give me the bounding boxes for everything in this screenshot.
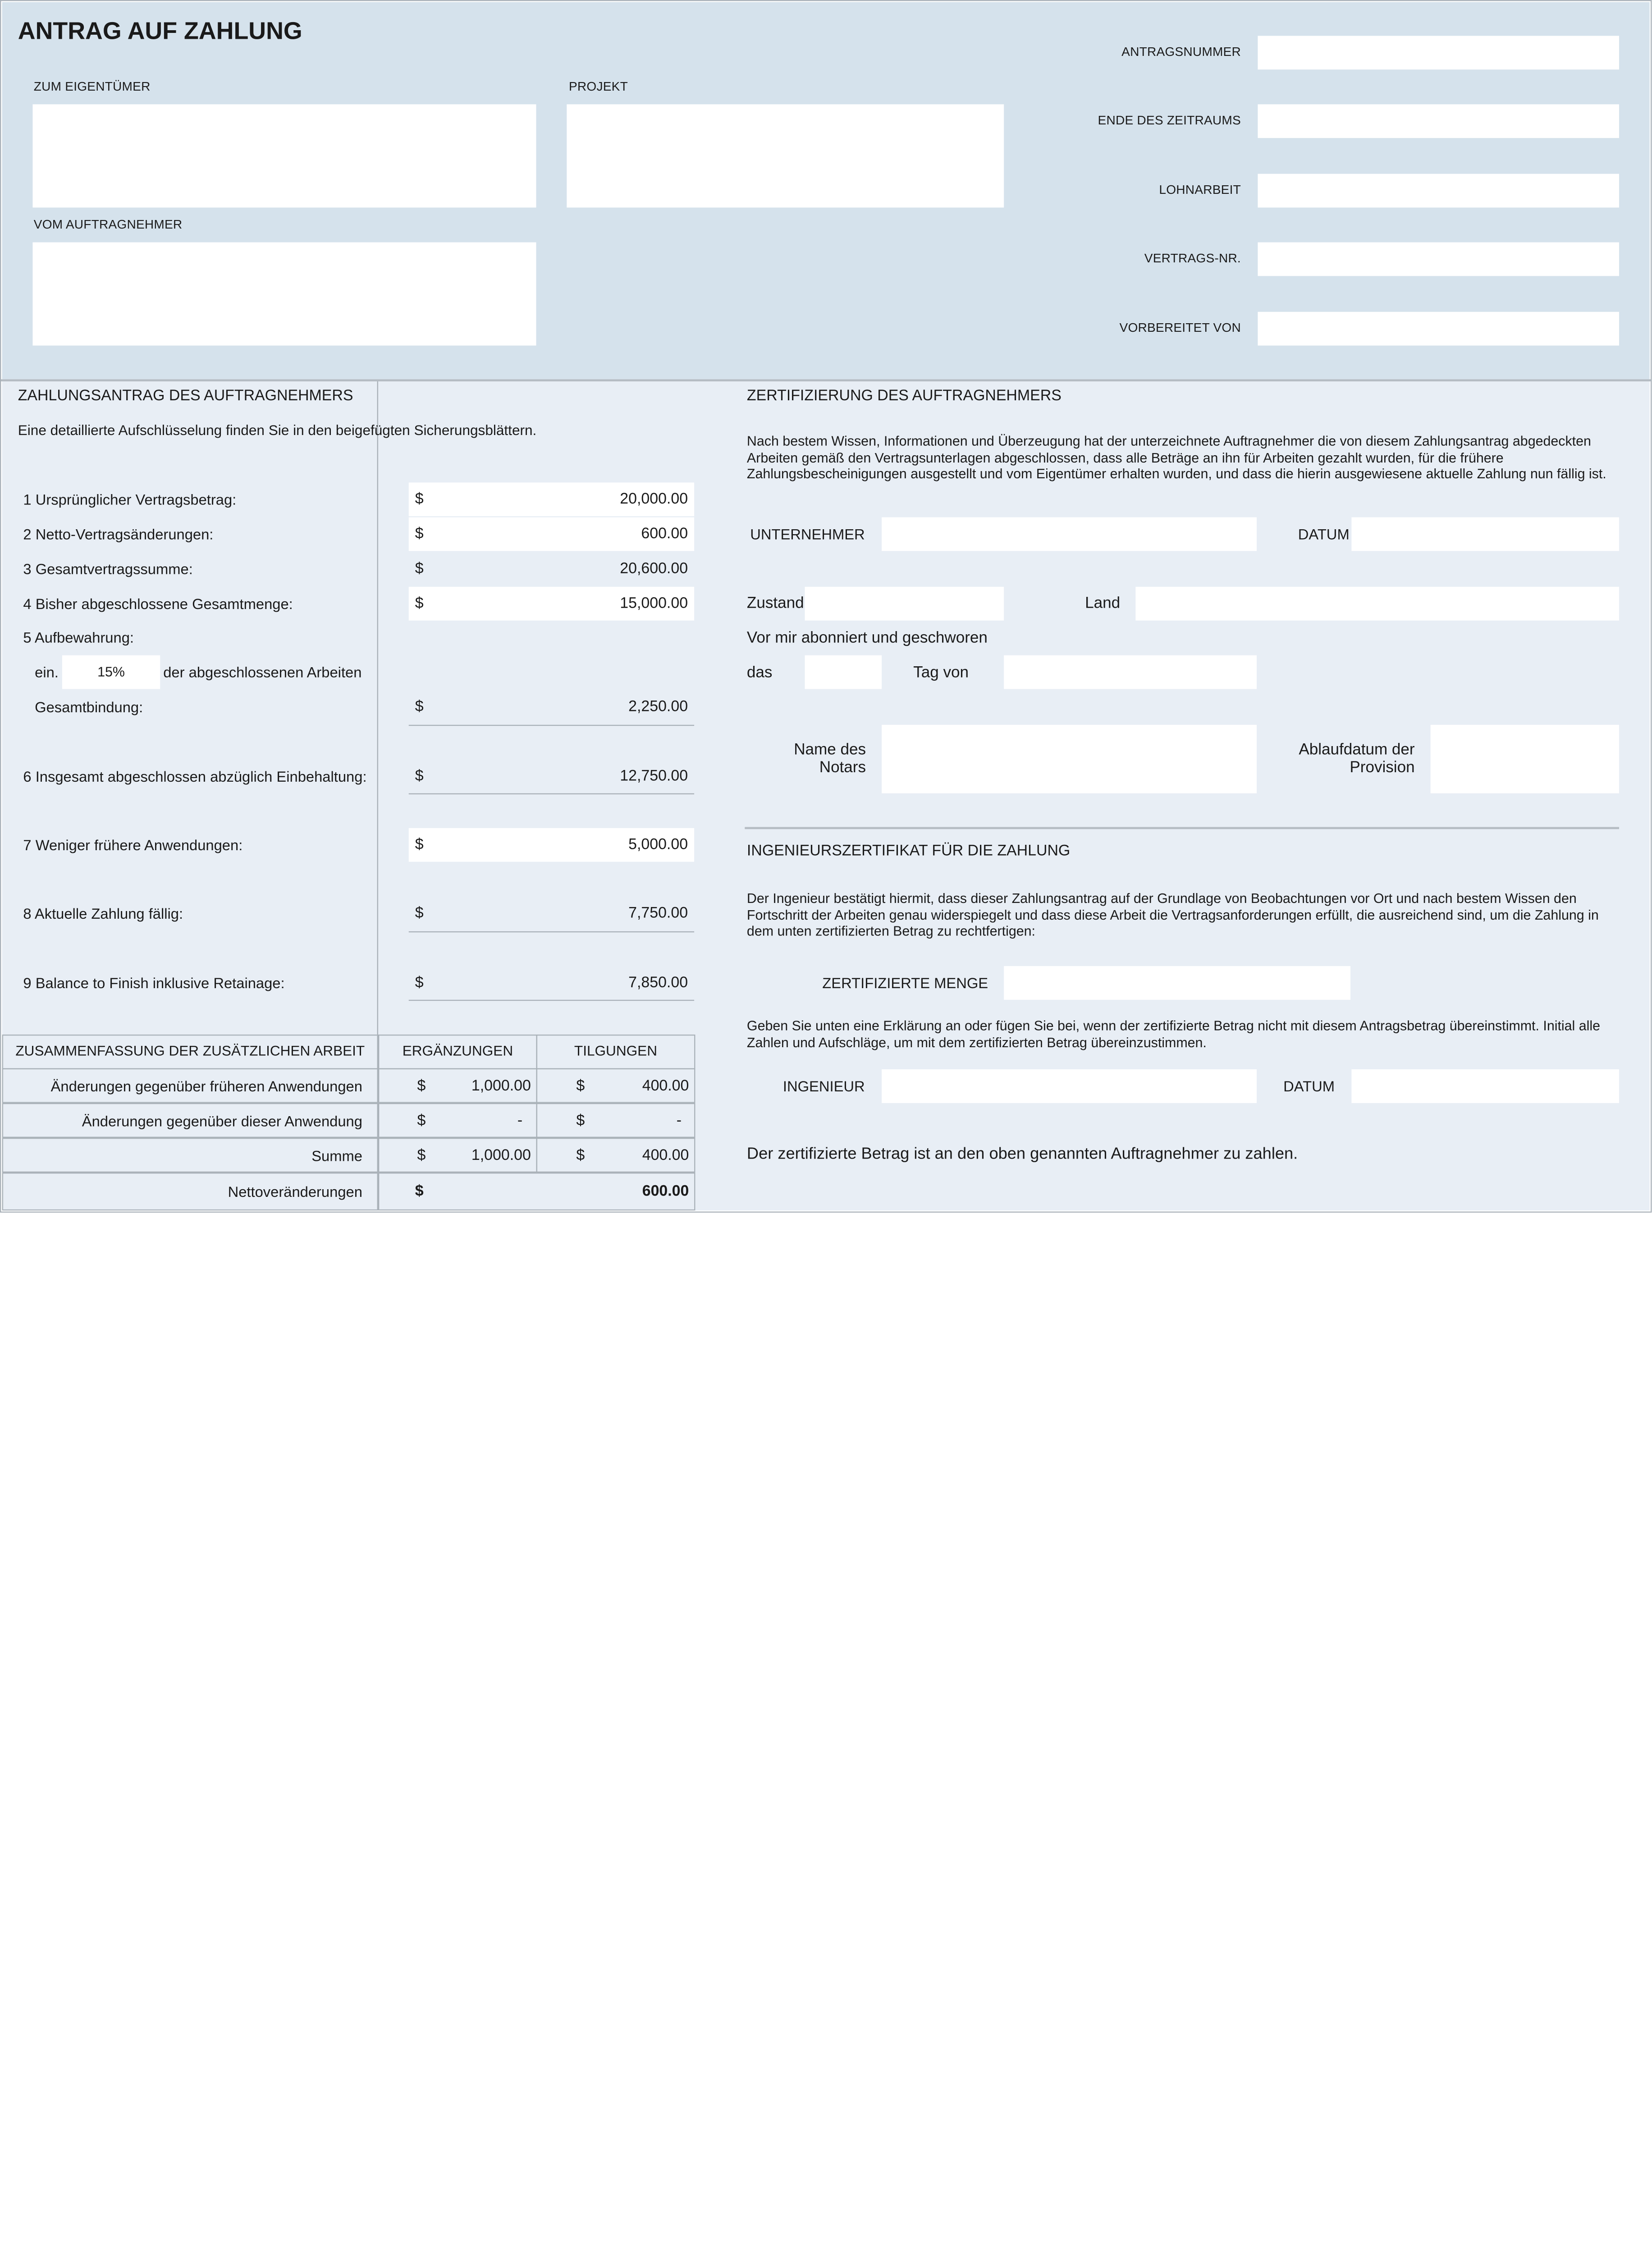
contractor-signature-field[interactable]: [882, 517, 1257, 551]
summary-row-2-add: -: [517, 1112, 523, 1130]
retention-total-value: 2,250.00: [628, 698, 688, 715]
contractor-label: UNTERNEHMER: [750, 526, 865, 543]
country-label: Land: [1085, 594, 1121, 612]
engineer-title: INGENIEURSZERTIFIKAT FÜR DIE ZAHLUNG: [746, 843, 1071, 860]
wage-work-label: LOHNARBEIT: [1159, 182, 1241, 197]
engineer-text: Der Ingenieur bestätigt hiermit, dass dieser Zahlungsantrag auf der Grundlage von Beobachtungen vor Ort und nach bestem Wissen den Fortschritt der Arbeiten genau widerspiegelt und dass diese Arbeit die Vertragsanforderungen erfüllt, die ausreichend sind, um die Zahlung in dem unten zertifizierten Betrag zu rechtfertigen:: [746, 890, 1599, 939]
summary-row-1-add: 1,000.00: [471, 1077, 531, 1095]
currency-symbol: $: [576, 1112, 585, 1130]
underline: [409, 1000, 694, 1001]
currency-symbol: $: [576, 1077, 585, 1095]
section-divider: [745, 827, 1619, 829]
payment-section-title: ZAHLUNGSANTRAG DES AUFTRAGNEHMERS: [18, 388, 353, 405]
certification-text: Nach bestem Wissen, Informationen und Überzeugung hat der unterzeichnete Auftragnehmer die von diesem Zahlungsantrag abgedeckten Arbeiten gemäß den Vertragsunterlagen abgeschlossen, dass alle Beträge an ihn für Arbeiten gezahlt wurden, für die frühere Zahlungsbescheinigungen ausgestellt und vom Eigentümer erhalten wurden, und dass die hierin ausgewiesene aktuelle Zahlung nun fällig ist.: [746, 433, 1606, 482]
engineer-note: Geben Sie unten eine Erklärung an oder fügen Sie bei, wenn der zertifizierte Betrag nicht mit diesem Antragsbetrag übereinstimmt. Initial alle Zahlen und Aufschläge, um mit dem zertifizierten Betrag übereinzustimmen.: [746, 1017, 1601, 1050]
net-changes-value: 600.00: [642, 1183, 689, 1200]
contractor-date-field[interactable]: [1351, 517, 1619, 551]
underline: [409, 793, 694, 794]
month-year-field[interactable]: [1004, 655, 1257, 689]
line-2-label: 2 Netto-Vertragsänderungen:: [23, 526, 214, 543]
line-1-value: 20,000.00: [620, 491, 688, 508]
currency-symbol: $: [415, 768, 424, 785]
this-label: das: [746, 664, 773, 682]
net-changes-label: Nettoveränderungen: [228, 1183, 362, 1200]
notary-label: Name des Notars: [794, 740, 866, 777]
currency-symbol: $: [415, 905, 424, 922]
engineer-date-field[interactable]: [1351, 1069, 1619, 1103]
engineer-label: INGENIEUR: [783, 1077, 865, 1095]
summary-row-2-ded: -: [676, 1112, 682, 1130]
currency-symbol: $: [417, 1112, 426, 1130]
line-2-value: 600.00: [641, 526, 688, 543]
line-6-label: 6 Insgesamt abgeschlossen abzüglich Einbehaltung:: [23, 768, 367, 785]
summary-row-3-add: 1,000.00: [471, 1147, 531, 1164]
payment-subtitle: Eine detaillierte Aufschlüsselung finden Sie in den beigefügten Sicherungsblättern.: [18, 422, 537, 439]
summary-row-3-label: Summe: [311, 1147, 362, 1164]
day-of-label: Tag von: [913, 664, 969, 682]
retention-percent: 15%: [97, 664, 125, 680]
notary-field[interactable]: [882, 725, 1257, 793]
currency-symbol: $: [415, 698, 424, 715]
line-9-value: 7,850.00: [628, 974, 688, 992]
line-3-label: 3 Gesamtvertragssumme:: [23, 560, 193, 577]
currency-symbol: $: [415, 491, 424, 508]
commission-label: Ablaufdatum der Provision: [1299, 740, 1415, 777]
country-field[interactable]: [1135, 587, 1619, 621]
contract-no-label: VERTRAGS-NR.: [1144, 251, 1241, 266]
period-end-label: ENDE DES ZEITRAUMS: [1098, 113, 1241, 128]
state-field[interactable]: [805, 587, 1004, 621]
underline: [409, 725, 694, 726]
retention-suffix: der abgeschlossenen Arbeiten: [163, 664, 362, 681]
state-label: Zustand: [746, 594, 804, 612]
underline: [409, 931, 694, 932]
engineer-signature-field[interactable]: [882, 1069, 1257, 1103]
currency-symbol: $: [417, 1147, 426, 1164]
summary-row-2-label: Änderungen gegenüber dieser Anwendung: [82, 1112, 362, 1130]
line-9-label: 9 Balance to Finish inklusive Retainage:: [23, 974, 285, 992]
currency-symbol: $: [415, 560, 424, 577]
prepared-by-label: VORBEREITET VON: [1119, 320, 1241, 335]
line-8-label: 8 Aktuelle Zahlung fällig:: [23, 905, 183, 922]
sworn-label: Vor mir abonniert und geschworen: [746, 629, 988, 647]
summary-title: ZUSAMMENFASSUNG DER ZUSÄTZLICHEN ARBEIT: [15, 1043, 365, 1059]
retention-prefix: ein.: [35, 664, 59, 681]
currency-symbol: $: [415, 595, 424, 612]
line-7-value: 5,000.00: [628, 836, 688, 853]
line-1-label: 1 Ursprünglicher Vertragsbetrag:: [23, 491, 237, 508]
page-title: ANTRAG AUF ZAHLUNG: [18, 17, 302, 45]
from-contractor-label: VOM AUFTRAGNEHMER: [33, 217, 183, 232]
line-6-value: 12,750.00: [620, 768, 688, 785]
commission-field[interactable]: [1431, 725, 1619, 793]
certification-title: ZERTIFIZIERUNG DES AUFTRAGNEHMERS: [746, 388, 1062, 405]
currency-symbol: $: [415, 974, 424, 992]
summary-row-1-label: Änderungen gegenüber früheren Anwendungen: [50, 1077, 362, 1095]
project-label: PROJEKT: [568, 79, 628, 94]
currency-symbol: $: [415, 526, 424, 543]
summary-row-1-ded: 400.00: [642, 1077, 689, 1095]
to-owner-label: ZUM EIGENTÜMER: [33, 79, 151, 94]
line-8-value: 7,750.00: [628, 905, 688, 922]
contractor-date-label: DATUM: [1298, 526, 1350, 543]
line-4-value: 15,000.00: [620, 595, 688, 612]
summary-row-3-ded: 400.00: [642, 1147, 689, 1164]
line-4-label: 4 Bisher abgeschlossene Gesamtmenge:: [23, 595, 293, 612]
footer-note: Der zertifizierte Betrag ist an den oben genannten Auftragnehmer zu zahlen.: [746, 1145, 1298, 1164]
certified-amount-label: ZERTIFIZIERTE MENGE: [822, 974, 988, 992]
currency-symbol: $: [576, 1147, 585, 1164]
additions-header: ERGÄNZUNGEN: [402, 1043, 513, 1059]
application-number-label: ANTRAGSNUMMER: [1121, 44, 1241, 59]
currency-symbol: $: [417, 1077, 426, 1095]
deductions-header: TILGUNGEN: [574, 1043, 657, 1059]
certified-amount-field[interactable]: [1004, 966, 1350, 1000]
retention-total-label: Gesamtbindung:: [35, 698, 143, 715]
engineer-date-label: DATUM: [1283, 1077, 1335, 1095]
line-5-label: 5 Aufbewahrung:: [23, 629, 134, 646]
currency-symbol: $: [415, 836, 424, 853]
currency-symbol: $: [415, 1183, 424, 1200]
line-3-value: 20,600.00: [620, 560, 688, 577]
day-field[interactable]: [805, 655, 882, 689]
line-7-label: 7 Weniger frühere Anwendungen:: [23, 836, 243, 853]
